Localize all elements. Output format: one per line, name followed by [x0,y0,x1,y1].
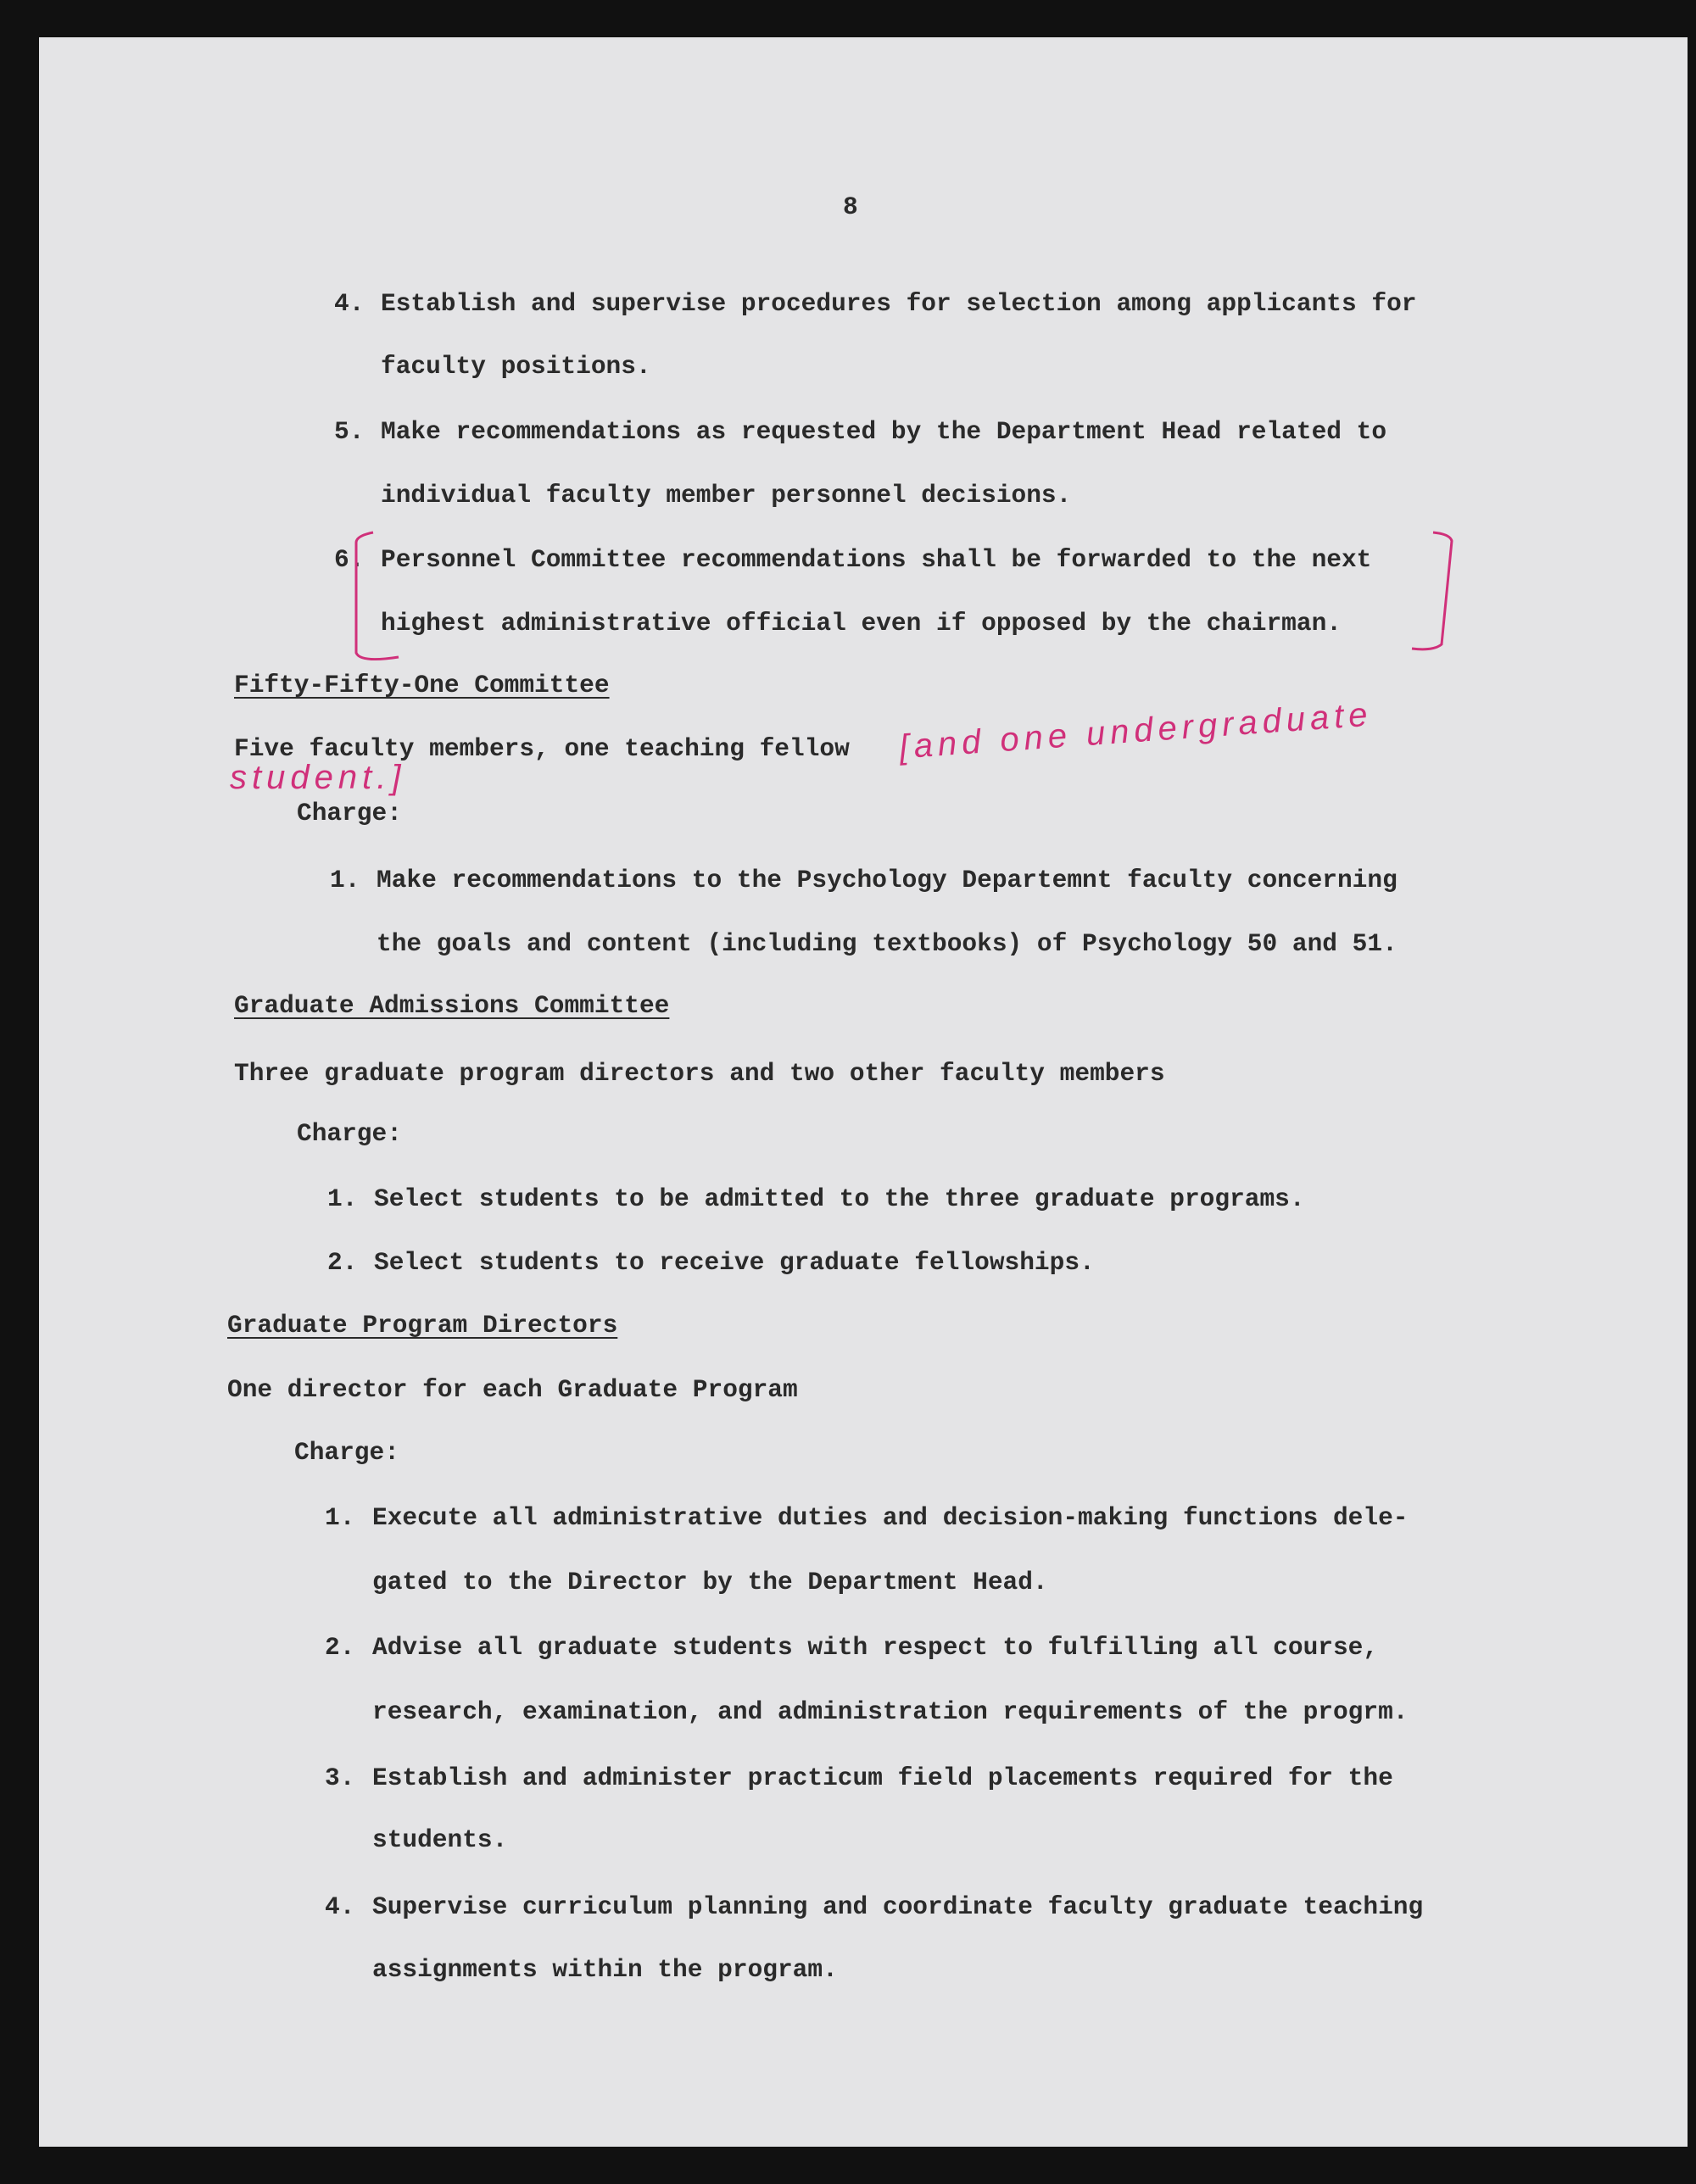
item-text: Establish and supervise procedures for selection among applicants for [381,289,1417,318]
charge-label: Charge: [294,1438,399,1467]
item-text: highest administrative official even if opposed by the chairman. [381,609,1342,638]
handwritten-annotation: [and one undergraduate [898,695,1374,766]
item-text: gated to the Director by the Department Head. [372,1568,1048,1596]
item-text: Select students to be admitted to the three graduate programs. [374,1184,1305,1213]
section-members: Five faculty members, one teaching fellow [234,734,850,763]
item-number: 2. [327,1248,358,1277]
item-number: 4. [334,289,365,318]
charge-label: Charge: [297,1119,402,1148]
item-number: 5. [334,417,365,446]
item-text: research, examination, and administration requirements of the progrm. [372,1697,1409,1726]
item-text: Make recommendations to the Psychology Departemnt faculty concerning [377,866,1398,894]
item-number: 1. [327,1184,358,1213]
item-text: individual faculty member personnel decisions. [381,481,1072,510]
item-text: assignments within the program. [372,1955,838,1984]
item-text: students. [372,1825,508,1854]
item-number: 1. [330,866,360,894]
page-number: 8 [843,192,858,221]
item-text: Advise all graduate students with respect to fulfilling all course, [372,1633,1379,1662]
item-number: 2. [325,1633,355,1662]
item-text: faculty positions. [381,352,651,381]
item-text: Select students to receive graduate fellowships. [374,1248,1095,1277]
charge-label: Charge: [297,799,402,827]
item-text: Personnel Committee recommendations shall be forwarded to the next [381,545,1372,574]
item-number: 4. [325,1892,355,1921]
item-text: Make recommendations as requested by the Department Head related to [381,417,1387,446]
item-number: 3. [325,1763,355,1792]
item-text: Supervise curriculum planning and coordinate faculty graduate teaching [372,1892,1424,1921]
right-bracket [1412,532,1452,649]
section-heading: Graduate Admissions Committee [234,991,670,1020]
section-heading: Graduate Program Directors [227,1311,618,1340]
handwritten-annotation: student.] [230,759,406,796]
item-number: 6. [334,545,365,574]
item-text: Execute all administrative duties and decision-making functions dele- [372,1503,1409,1532]
item-number: 1. [325,1503,355,1532]
item-text: the goals and content (including textbooks) of Psychology 50 and 51. [377,929,1398,958]
item-text: Establish and administer practicum field placements required for the [372,1763,1393,1792]
section-members: Three graduate program directors and two other faculty members [234,1059,1165,1088]
section-members: One director for each Graduate Program [227,1375,798,1404]
left-bracket [356,532,399,660]
section-heading: Fifty-Fifty-One Committee [234,671,610,699]
